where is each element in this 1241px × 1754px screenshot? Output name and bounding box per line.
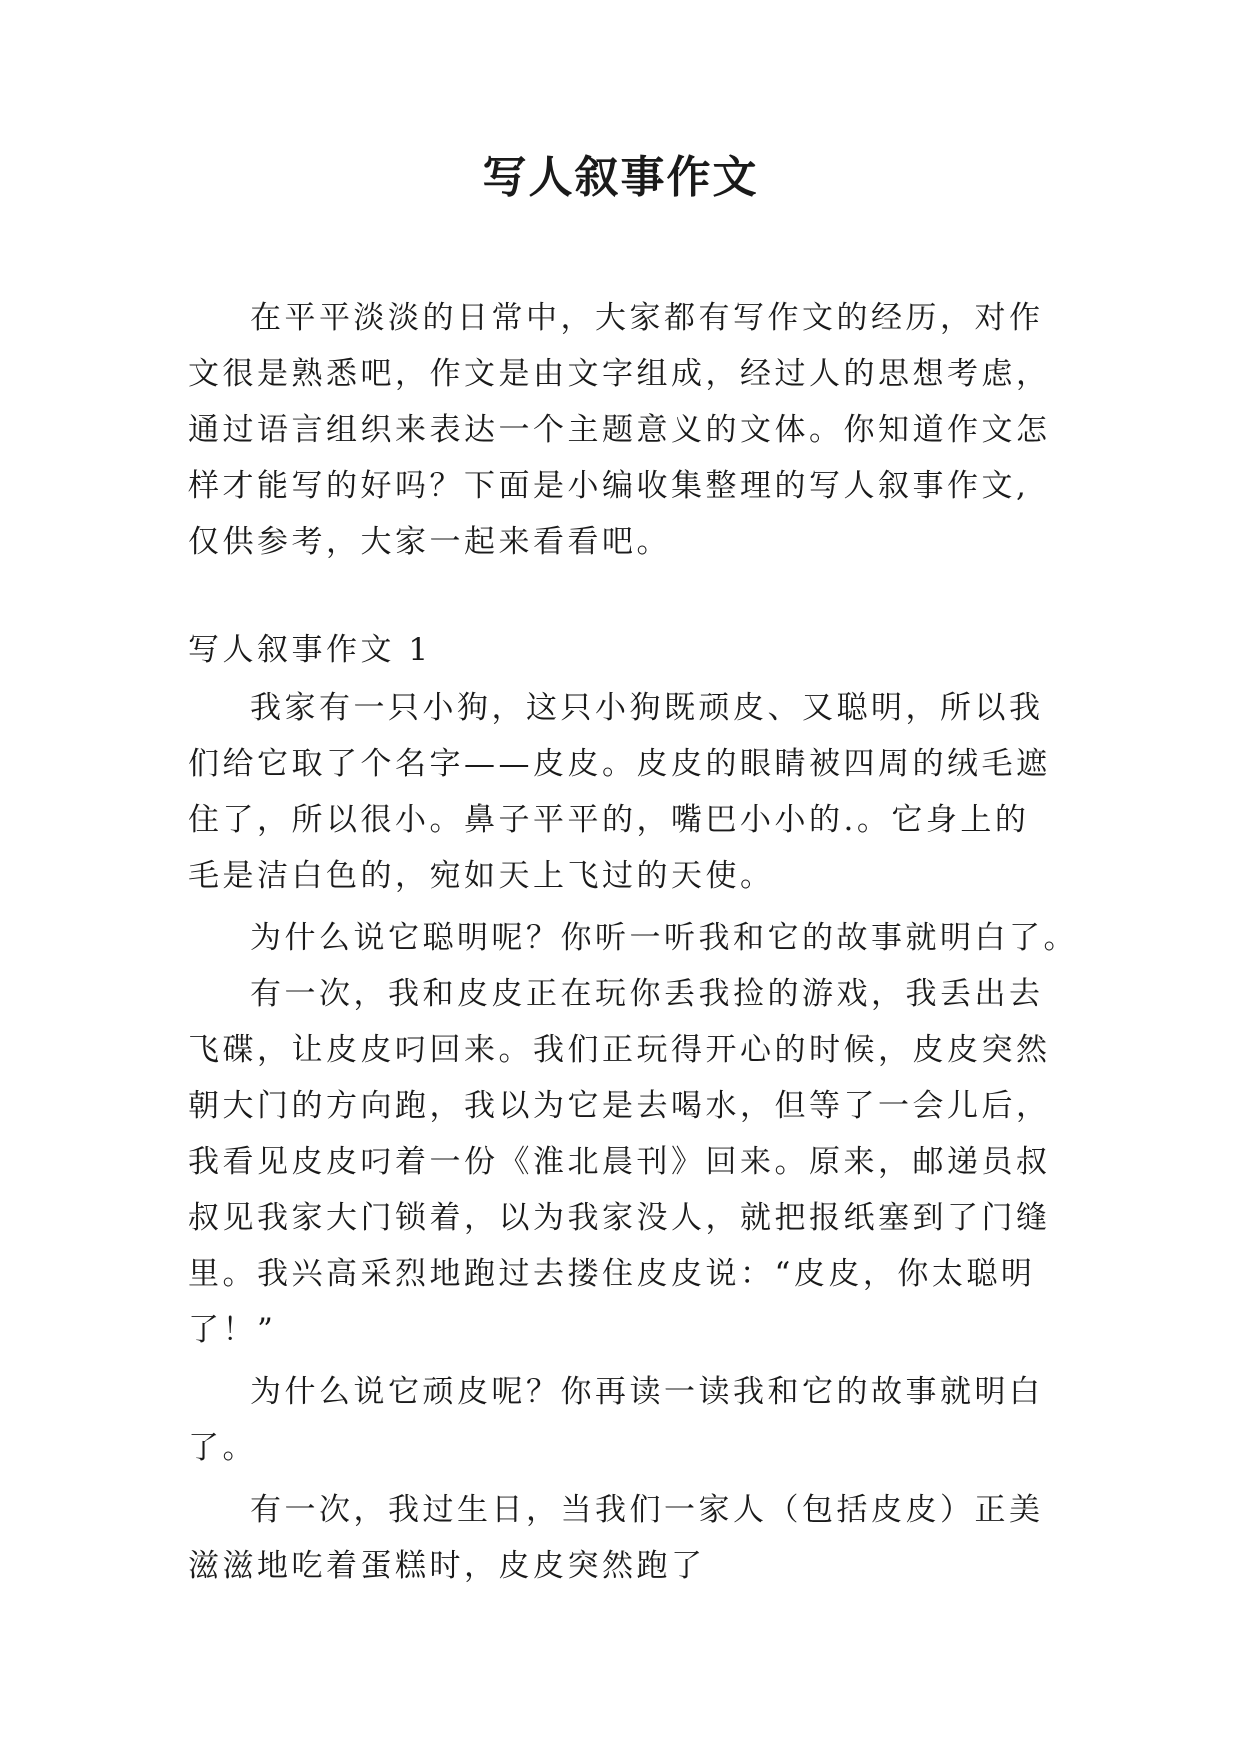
body-paragraph-3: 有一次，我和皮皮正在玩你丢我捡的游戏，我丢出去飞碟，让皮皮叼回来。我们正玩得开心的时候，皮皮突然朝大门的方向跑，我以为它是去喝水，但等了一会儿后，我看见皮皮叼着一份《淮北晨刊》回来。原来，邮递员叔叔见我家大门锁着，以为我家没人，就把报纸塞到了门缝里。我兴高采烈地跑过去搂住皮皮说：“皮皮，你太聪明了！”: [188, 976, 1051, 1348]
intro-paragraph: 在平平淡淡的日常中，大家都有写作文的经历，对作文很是熟悉吧，作文是由文字组成，经过人的思想考虑，通过语言组织来表达一个主题意义的文体。你知道作文怎样才能写的好吗？下面是小编收集整理的写人叙事作文,仅供参考，大家一起来看看吧。: [188, 300, 1051, 560]
body-paragraph-1: 我家有一只小狗，这只小狗既顽皮、又聪明，所以我们给它取了个名字——皮皮。皮皮的眼睛被四周的绒毛遮住了，所以很小。鼻子平平的，嘴巴小小的.。它身上的毛是洁白色的，宛如天上飞过的天使。: [188, 690, 1051, 894]
section-heading: 写人叙事作文 1: [188, 632, 432, 668]
body-paragraph-2: 为什么说它聪明呢？你听一听我和它的故事就明白了。: [250, 920, 1078, 956]
document-title: 写人叙事作文: [482, 152, 759, 203]
body-paragraph-4: 为什么说它顽皮呢？你再读一读我和它的故事就明白了。: [188, 1374, 1044, 1466]
document-body: [188, 290, 1078, 1594]
body-paragraph-5: 有一次，我过生日，当我们一家人（包括皮皮）正美滋滋地吃着蛋糕时，皮皮突然跑了: [188, 1492, 1044, 1584]
